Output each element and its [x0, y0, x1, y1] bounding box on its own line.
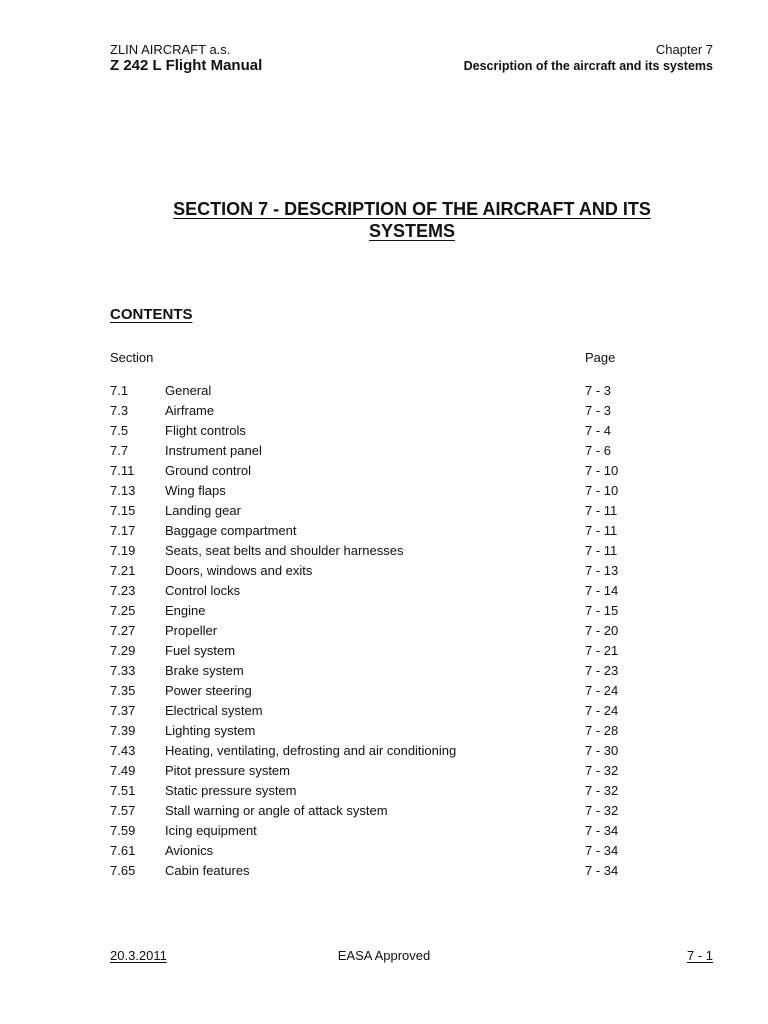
toc-row: [110, 423, 670, 443]
toc-page-number: 7 - 6: [585, 443, 612, 458]
toc-page-number: 7 - 23: [585, 663, 619, 678]
toc-row: [110, 563, 670, 583]
toc-section-number: 7.7: [110, 443, 129, 458]
toc-page-number: 7 - 15: [585, 603, 619, 618]
toc-row: [110, 703, 670, 723]
footer-approval: EASA Approved: [337, 948, 431, 963]
toc-page-number: 7 - 32: [585, 803, 619, 818]
column-header-section: Section: [110, 350, 154, 365]
toc-section-number: 7.11: [110, 463, 135, 478]
toc-section-number: 7.19: [110, 543, 136, 558]
toc-section-number: 7.25: [110, 603, 136, 618]
toc-section-number: 7.51: [110, 783, 136, 798]
toc-row: [110, 823, 670, 843]
toc-page-number: 7 - 10: [585, 483, 619, 498]
toc-row: [110, 383, 670, 403]
toc-section-title: Engine: [165, 603, 206, 618]
toc-section-title: Avionics: [165, 843, 214, 858]
toc-section-number: 7.43: [110, 743, 136, 758]
toc-row: [110, 583, 670, 603]
toc-section-title: Seats, seat belts and shoulder harnesses: [165, 543, 404, 558]
toc-section-title: Doors, windows and exits: [165, 563, 313, 578]
toc-section-number: 7.57: [110, 803, 136, 818]
toc-row: [110, 643, 670, 663]
toc-section-title: Lighting system: [165, 723, 256, 738]
toc-section-number: 7.59: [110, 823, 136, 838]
toc-page-number: 7 - 30: [585, 743, 619, 758]
toc-row: [110, 863, 670, 883]
toc-row: [110, 723, 670, 743]
toc-row: [110, 803, 670, 823]
section-title-line-1: SECTION 7 - DESCRIPTION OF THE AIRCRAFT AND ITS: [173, 199, 651, 219]
toc-page-number: 7 - 32: [585, 783, 619, 798]
toc-page-number: 7 - 11: [585, 503, 618, 518]
toc-page-number: 7 - 14: [585, 583, 619, 598]
toc-section-number: 7.15: [110, 503, 136, 518]
toc-page-number: 7 - 13: [585, 563, 619, 578]
toc-section-title: General: [165, 383, 212, 398]
toc-section-title: Instrument panel: [165, 443, 262, 458]
section-title-line-2: SYSTEMS: [368, 221, 456, 241]
toc-section-title: Electrical system: [165, 703, 263, 718]
toc-section-title: Baggage compartment: [165, 523, 297, 538]
toc-row: [110, 663, 670, 683]
toc-section-title: Pitot pressure system: [165, 763, 290, 778]
toc-section-title: Propeller: [165, 623, 218, 638]
toc-section-number: 7.23: [110, 583, 136, 598]
toc-row: [110, 763, 670, 783]
toc-page-number: 7 - 34: [585, 823, 619, 838]
toc-page-number: 7 - 34: [585, 843, 619, 858]
toc-row: [110, 743, 670, 763]
toc-row: [110, 623, 670, 643]
section-title: [110, 198, 714, 242]
toc-row: [110, 683, 670, 703]
toc-section-number: 7.61: [110, 843, 136, 858]
toc-row: [110, 483, 670, 503]
header-chapter-title: Description of the aircraft and its systems: [463, 59, 713, 73]
toc-row: [110, 403, 670, 423]
toc-section-number: 7.1: [110, 383, 129, 398]
toc-section-number: 7.49: [110, 763, 136, 778]
footer-date: 20.3.2011: [110, 948, 167, 963]
toc-section-title: Fuel system: [165, 643, 236, 658]
toc-page-number: 7 - 3: [585, 403, 612, 418]
toc-page-number: 7 - 32: [585, 763, 619, 778]
toc-section-number: 7.3: [110, 403, 129, 418]
toc-page-number: 7 - 4: [585, 423, 612, 438]
column-header-page: Page: [585, 350, 616, 365]
toc-section-title: Ground control: [165, 463, 251, 478]
toc-row: [110, 463, 670, 483]
toc-section-number: 7.35: [110, 683, 136, 698]
toc-section-title: Airframe: [165, 403, 215, 418]
toc-section-number: 7.65: [110, 863, 136, 878]
toc-section-title: Heating, ventilating, defrosting and air conditioning: [165, 743, 457, 758]
toc-section-number: 7.33: [110, 663, 136, 678]
footer-page-number: 7 - 1: [686, 948, 713, 963]
toc-row: [110, 543, 670, 563]
toc-page-number: 7 - 24: [585, 683, 619, 698]
toc-row: [110, 503, 670, 523]
header-chapter: Chapter 7: [655, 42, 713, 57]
toc-page-number: 7 - 11: [585, 523, 618, 538]
toc-row: [110, 523, 670, 543]
toc-row: [110, 603, 670, 623]
toc-section-title: Power steering: [165, 683, 252, 698]
toc-section-title: Wing flaps: [165, 483, 226, 498]
contents-heading: CONTENTS: [110, 306, 193, 323]
toc-section-title: Icing equipment: [165, 823, 257, 838]
toc-section-number: 7.21: [110, 563, 136, 578]
toc-section-number: 7.5: [110, 423, 129, 438]
toc-page-number: 7 - 24: [585, 703, 619, 718]
toc-section-number: 7.29: [110, 643, 136, 658]
toc-section-title: Control locks: [165, 583, 241, 598]
toc-section-title: Flight controls: [165, 423, 246, 438]
toc-page-number: 7 - 3: [585, 383, 612, 398]
toc-section-title: Brake system: [165, 663, 244, 678]
toc-section-number: 7.39: [110, 723, 136, 738]
header-manual-title: Z 242 L Flight Manual: [110, 57, 263, 74]
toc-page-number: 7 - 21: [585, 643, 619, 658]
toc-page-number: 7 - 10: [585, 463, 619, 478]
toc-page-number: 7 - 28: [585, 723, 619, 738]
toc-section-number: 7.17: [110, 523, 136, 538]
toc-page-number: 7 - 11: [585, 543, 618, 558]
table-of-contents: [110, 383, 670, 883]
toc-section-title: Landing gear: [165, 503, 241, 518]
toc-row: [110, 843, 670, 863]
toc-section-title: Static pressure system: [165, 783, 297, 798]
toc-section-number: 7.13: [110, 483, 136, 498]
toc-page-number: 7 - 34: [585, 863, 619, 878]
toc-section-title: Cabin features: [165, 863, 250, 878]
header-company: ZLIN AIRCRAFT a.s.: [110, 42, 231, 57]
toc-row: [110, 783, 670, 803]
toc-row: [110, 443, 670, 463]
toc-section-number: 7.37: [110, 703, 136, 718]
toc-page-number: 7 - 20: [585, 623, 619, 638]
toc-section-title: Stall warning or angle of attack system: [165, 803, 388, 818]
toc-section-number: 7.27: [110, 623, 136, 638]
